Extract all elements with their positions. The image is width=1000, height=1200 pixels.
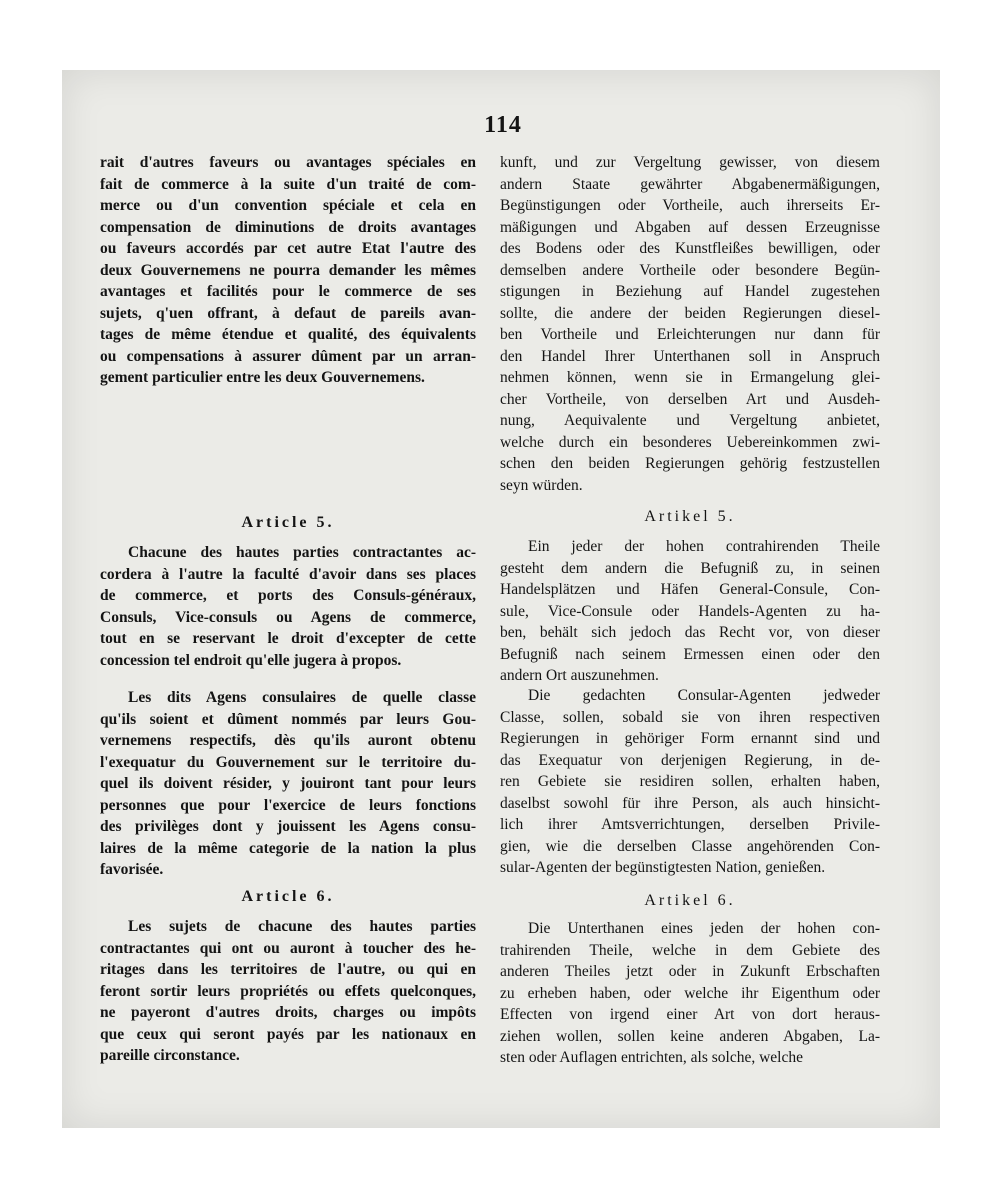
text-line: vernemens respectifs, dès qu'ils auront obtenu [100, 732, 476, 749]
text-line: Die Unterthanen eines jeden der hohen con- [528, 920, 880, 937]
text-line: laires de la même categorie de la nation la plus [100, 839, 476, 857]
text-line: quel ils doivent résider, y jouiront tant pour leurs [100, 775, 476, 792]
text-line: ritages dans les territoires de l'autre, ou qui en [100, 961, 476, 978]
text-line: das Exequatur von derjenigen Regierung, in de- [500, 751, 880, 769]
text-line: nehmen können, wenn sie in Ermangelung glei- [500, 369, 880, 386]
text-line: contractantes qui ont ou auront à toucher des he- [100, 939, 476, 957]
text-line: sten oder Auflagen entrichten, als solche, welche [500, 1049, 803, 1066]
text-line: anderen Theiles jetzt oder in Zukunft Erbschaften [500, 963, 880, 980]
text-line: rait d'autres faveurs ou avantages spéciales en [100, 154, 476, 171]
text-line: que ceux qui seront payés par les nationaux en [100, 1025, 476, 1043]
text-line: seyn würden. [500, 476, 583, 494]
text-line: Die gedachten Consular-Agenten jedweder [528, 687, 880, 704]
text-line: des privilèges dont y jouissent les Agens consu- [100, 818, 476, 835]
german-artikel-6-paragraph-1 [500, 918, 880, 1069]
text-line: ben Vortheile und Erleichterungen nur dann für [500, 326, 880, 343]
text-line: cher Vortheile, von derselben Art und Ausdeh- [500, 390, 880, 408]
text-line: gesteht dem andern die Befugniß zu, in seinen [500, 559, 880, 577]
text-line: schen den beiden Regierungen gehörig festzustellen [500, 455, 880, 472]
text-line: Classe, sollen, sobald sie von ihren respectiven [500, 708, 880, 726]
text-line: Begünstigungen oder Vortheile, auch ihrerseits Er- [500, 197, 880, 214]
text-line: gement particulier entre les deux Gouvernemens. [100, 369, 425, 386]
french-paragraph-continuation [100, 152, 476, 389]
text-line: den Handel Ihrer Unterthanen soll in Anspruch [500, 347, 880, 365]
text-line: avantages et facilités pour le commerce de ses [100, 283, 476, 300]
page-number: 114 [484, 112, 522, 138]
text-line: andern Staate gewährter Abgabenermäßigungen, [500, 175, 880, 193]
text-line: Les dits Agens consulaires de quelle classe [128, 689, 476, 706]
text-line: merce ou d'un convention spéciale et cela en [100, 197, 476, 214]
text-line: de commerce, et ports des Consuls-généraux, [100, 587, 476, 604]
text-line: ne payeront d'autres droits, charges ou impôts [100, 1004, 476, 1021]
text-line: Chacune des hautes parties contractantes ac- [128, 544, 476, 561]
german-artikel-5-heading: Artikel 5. [644, 508, 736, 525]
text-line: Ein jeder der hohen contrahirenden Theile [528, 538, 880, 555]
text-line: des Bodens oder des Kunstfleißes bewilligen, oder [500, 240, 880, 257]
text-line: andern Ort auszunehmen. [500, 667, 659, 684]
french-article-6-paragraph-1 [100, 916, 476, 1067]
text-line: pareille circonstance. [100, 1047, 240, 1064]
german-artikel-5-paragraph-1 [500, 536, 880, 687]
text-line: sujets, q'uen offrant, à defaut de pareils avan- [100, 304, 476, 322]
text-line: cordera à l'autre la faculté d'avoir dans ses places [100, 565, 476, 583]
text-line: Consuls, Vice-consuls ou Agens de commerce, [100, 608, 476, 626]
text-line: Handelsplätzen und Häfen General-Consule, Con- [500, 581, 880, 598]
german-paragraph-continuation [500, 152, 880, 496]
text-line: mäßigungen und Abgaben auf dessen Erzeugnisse [500, 218, 880, 236]
text-line: demselben andere Vortheile oder besondere Begün- [500, 261, 880, 279]
text-line: l'exequatur du Gouvernement sur le territoire du- [100, 753, 476, 771]
text-line: sollte, die andere der beiden Regierungen diesel- [500, 304, 880, 322]
text-line: ziehen wollen, sollen keine anderen Abgaben, La- [500, 1027, 880, 1045]
text-line: gien, wie die derselben Classe angehörenden Con- [500, 837, 880, 855]
text-line: favorisée. [100, 861, 164, 878]
text-line: Befugniß nach seinem Ermessen einen oder den [500, 645, 880, 663]
text-line: sule, Vice-Consule oder Handels-Agenten zu ha- [500, 602, 880, 620]
text-line: ren Gebiete sie residiren sollen, erhalten haben, [500, 773, 880, 790]
text-line: tout en se reservant le droit d'excepter de cette [100, 630, 476, 647]
text-line: trahirenden Theile, welche in dem Gebiete des [500, 941, 880, 959]
text-line: Effecten von irgend einer Art von dort heraus- [500, 1006, 880, 1023]
french-article-5-heading: Article 5. [241, 514, 335, 531]
text-line: lich ihrer Amtsverrichtungen, derselben Privile- [500, 816, 880, 833]
french-article-6-heading: Article 6. [241, 888, 335, 905]
text-line: nung, Aequivalente und Vergeltung anbietet, [500, 412, 880, 429]
text-line: concession tel endroit qu'elle jugera à propos. [100, 651, 402, 669]
text-line: daselbst sowohl für ihre Person, als auch hinsicht- [500, 794, 880, 812]
text-line: kunft, und zur Vergeltung gewisser, von diesem [500, 154, 880, 171]
text-line: sular-Agenten der begünstigtesten Nation, genießen. [500, 859, 826, 876]
text-line: Regierungen in gehöriger Form ernannt sind und [500, 730, 880, 747]
text-line: ou faveurs accordés par cet autre Etat l'autre des [100, 240, 476, 257]
text-line: compensation de diminutions de droits avantages [100, 218, 476, 236]
french-article-5-paragraph-2 [100, 687, 476, 881]
text-line: personnes que pour l'exercice de leurs fonctions [100, 796, 476, 814]
text-line: Les sujets de chacune des hautes parties [128, 918, 476, 935]
text-line: zu erheben haben, oder welche ihr Eigenthum oder [500, 984, 880, 1002]
text-line: deux Gouvernemens ne pourra demander les mêmes [100, 261, 476, 279]
text-line: feront sortir leurs propriétés ou effets quelconques, [100, 982, 476, 1000]
text-line: tages de même étendue et qualité, des équivalents [100, 326, 476, 343]
text-line: ou compensations à assurer dûment par un arran- [100, 347, 476, 365]
french-article-5-paragraph-1 [100, 542, 476, 671]
text-line: ben, behält sich jedoch das Recht vor, von dieser [500, 624, 880, 641]
german-artikel-5-paragraph-2 [500, 685, 880, 879]
text-line: welche durch ein besonderes Uebereinkommen zwi- [500, 433, 880, 451]
text-line: qu'ils soient et dûment nommés par leurs Gou- [100, 710, 476, 728]
text-line: stigungen in Beziehung auf Handel zugestehen [500, 283, 880, 300]
text-line: fait de commerce à la suite d'un traité de com- [100, 175, 476, 193]
german-artikel-6-heading: Artikel 6. [644, 892, 736, 909]
